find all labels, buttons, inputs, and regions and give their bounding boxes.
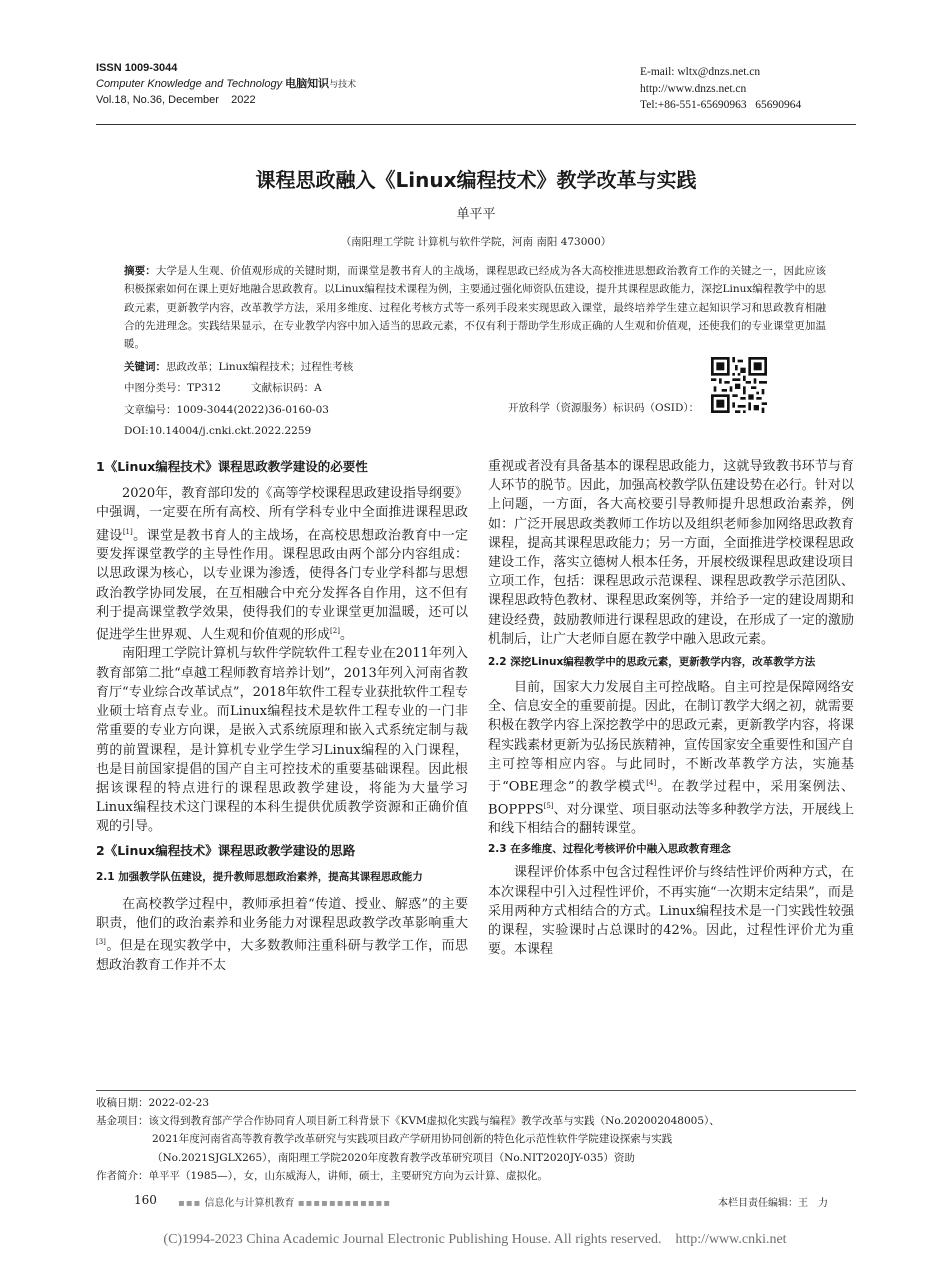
journal-header-left: [96, 60, 356, 108]
section-2-heading: 2《Linux编程技术》课程思政教学建设的思路: [96, 842, 356, 858]
s21-p1-text-b: 。但是在现实教学中，大多数教师注重科研与教学工作，而思想政治教育工作并不太: [96, 938, 468, 973]
column-editor: 本栏目责任编辑：王 力: [718, 1198, 828, 1209]
article-no-value: 1009-3044(2022)36-0160-03: [176, 404, 329, 416]
fund-line-1: 基金项目：该文得到教育部产学合作协同育人项目新工科背景下《KVM虚拟化实践与编程》教学改革与实践（No.202002048005）、: [96, 1115, 720, 1128]
abstract: [124, 262, 826, 353]
section-2-1-heading: 2.1 加强教学队伍建设，提升教师思想政治素养，提高其课程思政能力: [96, 870, 423, 883]
left-column: [96, 457, 468, 975]
author-affiliation: （南阳理工学院 计算机与软件学院，河南 南阳 473000）: [340, 236, 612, 248]
doc-code-label: 文献标识码：: [251, 382, 315, 394]
section-1-heading: 1《Linux编程技术》课程思政教学建设的必要性: [96, 459, 368, 474]
author-bio: 作者简介：单平平（1985—），女，山东威海人，讲师，硕士，主要研究方向为云计算、虚拟化。: [96, 1169, 548, 1182]
s1-p1-text: 2020年，教育部印发的《高等学校课程思政建设指导纲要》中强调，一定要在所有高校、所有学科专业中全面推进课程思政建设: [96, 486, 468, 543]
journal-name-cn: 电脑知识: [285, 78, 330, 90]
contact-url: http://www.dnzs.net.cn: [640, 82, 747, 95]
page-number: 160: [134, 1193, 157, 1207]
abstract-label: 摘要：: [124, 265, 156, 277]
footer-dashes-left-icon: ▪▪▪: [178, 1198, 202, 1209]
footer-dashes-right-icon: ▪▪▪▪▪▪▪▪▪▪▪▪: [297, 1198, 392, 1209]
issn: ISSN 1009-3044: [96, 62, 178, 74]
right-column: [488, 457, 854, 959]
s22-text-c: 、对分课堂、项目驱动法等多种教学方法，开展线上和线下相结合的翻转课堂。: [488, 801, 854, 837]
section-1-paragraph-1: [96, 484, 468, 644]
section-2-3-heading: 2.3 在多维度、过程化考核评价中融入思政教育理念: [488, 843, 731, 856]
received-date: 收稿日期：2022-02-23: [96, 1097, 210, 1109]
journal-name: [96, 76, 356, 92]
contact-email: E-mail: wltx@dnzs.net.cn: [640, 66, 761, 78]
s22-text: 目前，国家大力发展自主可控战略。自主可控是保障网络安全、信息安全的重要前提。因此，在制订教学大纲之初，就需要积极在教学内容上深挖教学中的思政元素，更新教学内容，将课程实践素材更新为弘扬民族精神，宣传国家安全重要性和国产自主可控等相应内容。与此同时，不断改革教学方法，实施基于“OBE理念”的教学模式: [488, 680, 854, 795]
section-1-paragraph-2: 南阳理工学院计算机与软件学院软件工程专业在2011年列入教育部第二批“卓越工程师教育培养计划”，2013年列入河南省教育厅“专业综合改革试点”，2018年软件工程专业获批软件工程专业硕士培育点专业。而Linux编程技术是软件工程专业的一门非常重要的专业方向课，是嵌入式系统原理和嵌入式系统定制与裁剪的前置课程，是计算机专业学生学习Linux编程的入门课程，也是目前国家提倡的国产自主可控技术的重要基础课程。因此根据该课程的特点进行的课程思政教学建设，将能为大量学习Linux编程技术这门课程的本科生提供优质教学资源和正确价值观的引导。: [96, 646, 468, 835]
footnote-rule: [96, 1090, 856, 1091]
journal-name-en: Computer Knowledge and Technology: [96, 78, 283, 90]
footnotes: [96, 1094, 856, 1185]
article-number: [124, 401, 329, 419]
abstract-text: 大学是人生观、价值观形成的关键时期，而课堂是教书育人的主战场，课程思政已经成为各大高校推进思想政治教育工作的关键之一，因此应该积极探索如何在课上更好地融合思政教育。以Linux编程技术课程为例，主要通过强化师资队伍建设，提升其课程思政能力，深挖Linux编程教学中的思政元素，更新教学内容，改革教学方法，采用多维度、过程化考核方式等一系列手段来实现思政入课堂，最终培养学生建立起知识学习和思政教育相融合的先进理念。实践结果显示，在专业教学内容中加入适当的思政元素，不仅有利于帮助学生形成正确的人生观和价值观，还使我们的专业课堂更加温暖。: [124, 265, 827, 351]
journal-name-cn-small: 与技术: [329, 79, 357, 89]
fund-line-3: （No.2021SJGLX265），南阳理工学院2020年度教育教学改革研究项目（No.NIT2020JY-035）资助: [152, 1151, 635, 1164]
paper-author: 单平平: [456, 207, 496, 222]
copyright-line: (C)1994-2023 China Academic Journal Electronic Publishing House. All rights reserved. http://www.cnki.net: [163, 1232, 787, 1247]
clc-value: TP312: [187, 382, 222, 394]
citation-3: [3]: [96, 938, 106, 947]
s1-p1-text-b: 。课堂是教书育人的主战场，在高校思想政治教育中一定要发挥课堂教学的主导性作用。课程思政由两个部分内容组成：以思政课为核心，以专业课为渗透，使得各门专业学科都与思想政治教学协同发展，在互相融合中充分发挥各自作用，这不但有利于提高课堂教学效果，使得我们的专业课堂更加温暖，还可以促进学生世界观、人生观和价值观的形成: [96, 527, 468, 643]
contact-tel: Tel:+86-551-65690963 65690964: [640, 99, 802, 111]
citation-2: [2]: [330, 626, 340, 635]
section-2-3-paragraph: 课程评价体系中包含过程性评价与终结性评价两种方式，在本次课程中引入过程性评价，不再实施“一次期末定结果”，而是采用两种方式相结合的方式。Linux编程技术是一门实践性较强的课程，实验课时占总课时的42%。因此，过程性评价尤为重要。本课程: [488, 865, 854, 958]
doc-code-value: A: [314, 382, 322, 394]
s21-p1-text: 在高校教学过程中，教师承担着“传道、授业、解惑”的主要职责，他们的政治素养和业务能力对课程思政教学改革影响重大: [96, 896, 468, 931]
clc-label: 中图分类号：: [124, 382, 187, 394]
header-rule: [96, 124, 856, 125]
section-2-2-heading: 2.2 深挖Linux编程教学中的思政元素，更新教学内容，改革教学方法: [488, 656, 816, 669]
volume-info: Vol.18, No.36, December 2022: [96, 94, 256, 106]
doi: DOI:10.14004/j.cnki.ckt.2022.2259: [124, 425, 312, 437]
right-paragraph-continued: 重视或者没有具备基本的课程思政能力，这就导致教书环节与育人环节的脱节。因此，加强高校教学队伍建设势在必行。针对以上问题，一方面，各大高校要引导教师提升思想政治素养，例如：广泛开展思政类教师工作坊以及组织老师参加网络思政教育课程，提高其课程思政能力；另一方面，全面推进学校课程思政建设工作，落实立德树人根本任务，开展校级课程思政建设项目立项工作，包括：课程思政示范课程、课程思政教学示范团队、课程思政特色教材、课程思政案例等，并给予一定的建设周期和建设经费，鼓励教师进行课程思政的建设，在形成了一定的激励机制后，让广大老师自愿在教学中融入思政元素。: [488, 459, 854, 647]
section-2-2-paragraph: [488, 678, 854, 838]
classification: [124, 379, 322, 397]
citation-4: [4]: [646, 779, 657, 788]
keywords: [124, 358, 353, 376]
fund-line-2: 2021年度河南省高等教育教学改革研究与实践项目政产学研用协同创新的特色化示范性软件学院建设探索与实践: [152, 1133, 673, 1146]
s22-text-b: 。在教学过程中，采用案例法、BOPPPS: [488, 779, 854, 817]
s1-p1-text-c: 。: [339, 627, 353, 643]
footer-journal-name: 信息化与计算机教育: [204, 1198, 295, 1209]
osid-label: 开放科学（资源服务）标识码（OSID）：: [508, 402, 700, 414]
journal-header-right: [640, 64, 801, 114]
keywords-label: 关键词：: [124, 361, 166, 373]
citation-1: [1]: [122, 527, 133, 536]
keywords-text: 思政改革；Linux编程技术；过程性考核: [166, 361, 354, 373]
citation-5: [5]: [543, 801, 554, 810]
article-no-label: 文章编号：: [124, 404, 177, 416]
qr-code-icon: [711, 357, 767, 413]
footer-journal: [178, 1194, 391, 1209]
paper-title: 课程思政融入《Linux编程技术》教学改革与实践: [255, 168, 697, 192]
section-2-1-paragraph: [96, 895, 468, 975]
